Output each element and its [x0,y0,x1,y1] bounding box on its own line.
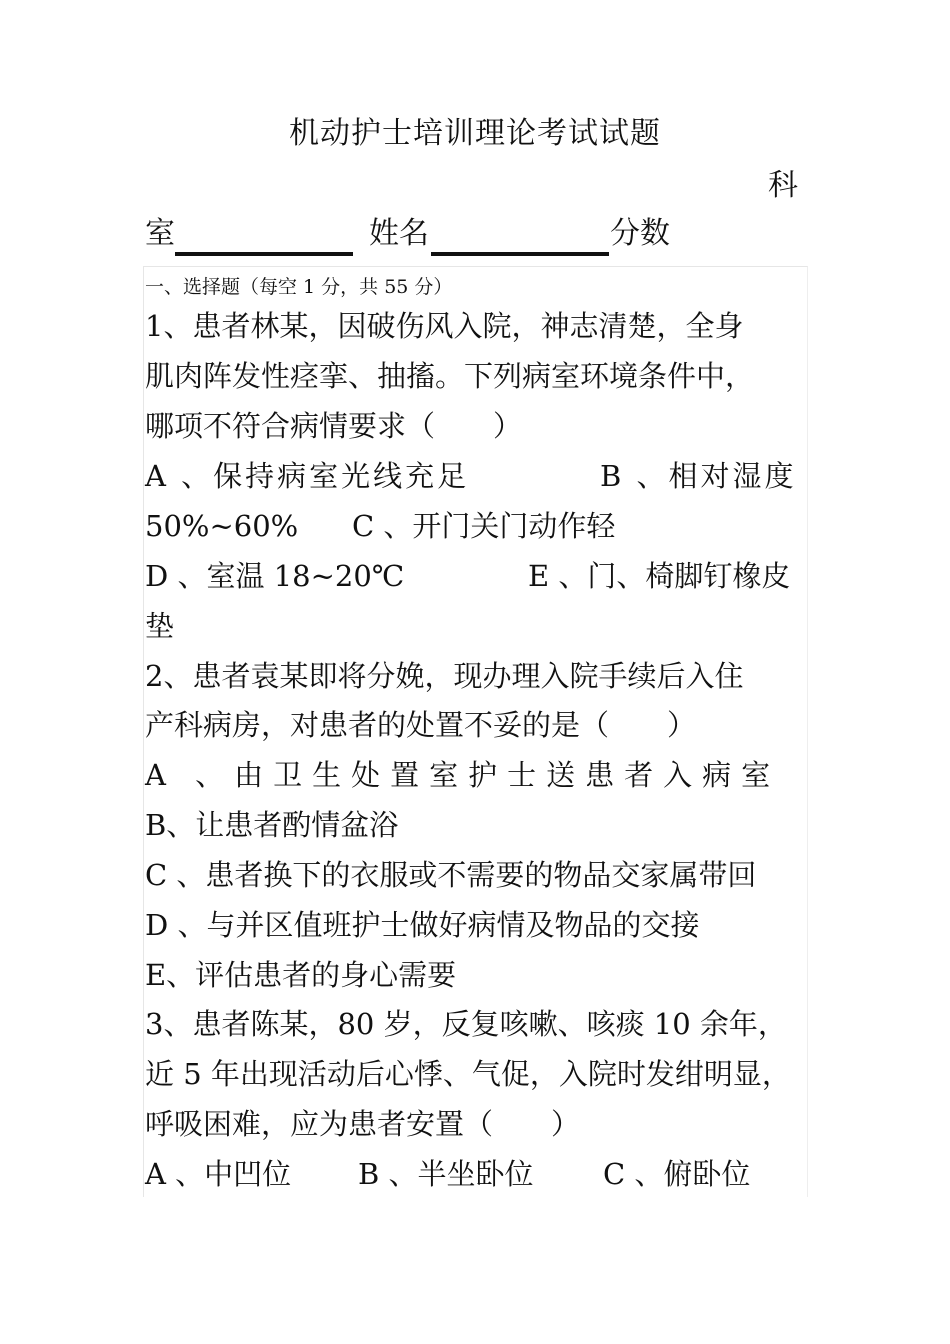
score-label: 分数 [610,216,670,251]
q2-option-d: D 、与并区值班护士做好病情及物品的交接 [145,908,700,942]
q1-option-e-head: E 、门、椅脚钉橡皮 [528,559,791,593]
q3-stem-line1: 3、患者陈某，80 岁，反复咳嗽、咳痰 10 余年， [145,1007,787,1041]
q2-stem-line2: 产科病房，对患者的处置不妥的是（ ） [145,708,697,742]
department-blank[interactable] [175,252,353,256]
name-label: 姓名 [369,216,429,251]
department-label-part1: 科 [768,168,798,203]
q3-stem-line3: 呼吸困难，应为患者安置（ ） [145,1107,581,1141]
name-blank[interactable] [431,252,609,256]
q2-option-c: C 、患者换下的衣服或不需要的物品交家属带回 [145,858,757,892]
q2-option-b: B、让患者酌情盆浴 [145,808,399,842]
department-label-part2: 室 [145,216,175,251]
q1-stem-line2: 肌肉阵发性痉挛、抽搐。下列病室环境条件中， [145,359,755,393]
q3-option-b: B 、半坐卧位 [358,1157,534,1191]
q3-option-c: C 、俯卧位 [603,1157,751,1191]
q2-option-a: A 、由卫生处置室护士送患者入病室 [145,758,781,792]
q1-option-c: C 、开门关门动作轻 [352,509,616,543]
q1-option-b-tail: 50%~60% [145,509,299,543]
section-heading: 一、选择题（每空 1 分，共 55 分） [145,276,453,298]
page-title: 机动护士培训理论考试试题 [289,116,661,151]
q2-option-e: E、评估患者的身心需要 [145,958,457,992]
q3-stem-line2: 近 5 年出现活动后心悸、气促，入院时发绀明显， [145,1057,791,1091]
q1-option-b-head: B 、相对湿度 [600,459,797,493]
q1-option-e-tail: 垫 [145,609,175,643]
q2-stem-line1: 2、患者袁某即将分娩，现办理入院手续后入住 [145,659,744,693]
q1-option-a: A 、保持病室光线充足 [145,459,470,493]
q1-stem-line3: 哪项不符合病情要求（ ） [145,409,523,443]
q3-option-a: A 、中凹位 [145,1157,292,1191]
q1-stem-line1: 1、患者林某，因破伤风入院，神志清楚，全身 [145,309,744,343]
q1-option-d: D 、室温 18~20℃ [145,559,405,593]
